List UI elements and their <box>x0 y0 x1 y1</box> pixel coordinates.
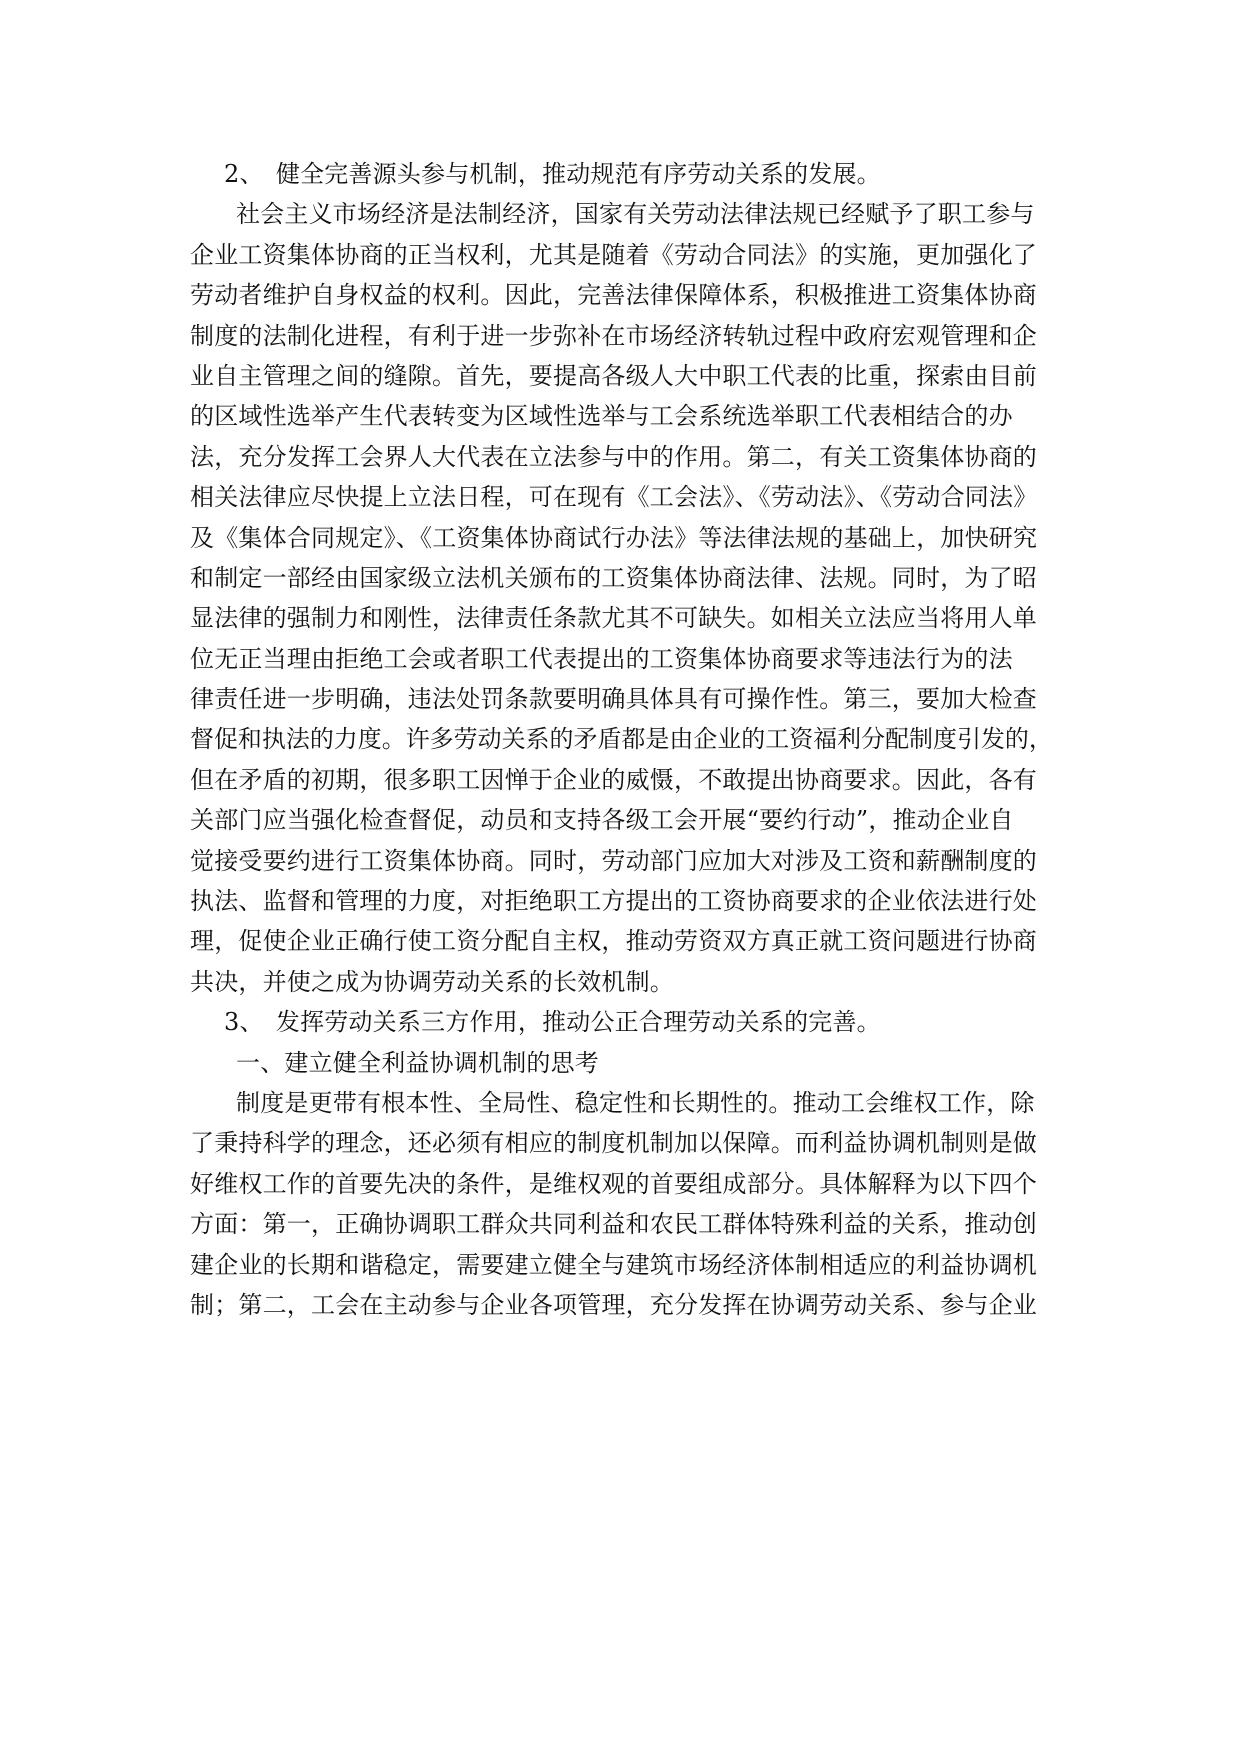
text-line: 及《集体合同规定》、《工资集体协商试行办法》等法律法规的基础上，加快研究 <box>190 523 1038 552</box>
text-line: 制度是更带有根本性、全局性、稳定性和长期性的。推动工会维权工作，除 <box>236 1088 1035 1117</box>
text-line: 社会主义市场经济是法制经济，国家有关劳动法律法规已经赋予了职工参与 <box>236 200 1035 229</box>
text-line: 关部门应当强化检查督促，动员和支持各级工会开展“要约行动”，推动企业自 <box>190 806 1014 835</box>
text-line: 显法律的强制力和刚性，法律责任条款尤其不可缺失。如相关立法应当将用人单 <box>190 604 1037 633</box>
text-line: 但在矛盾的初期，很多职工因惮于企业的威慑，不敢提出协商要求。因此，各有 <box>190 765 1037 794</box>
text-line: 业自主管理之间的缝隙。首先，要提高各级人大中职工代表的比重，探索由目前 <box>190 361 1037 390</box>
text-line: 建企业的长期和谐稳定，需要建立健全与建筑市场经济体制相适应的利益协调机 <box>190 1250 1037 1279</box>
text-line: 共决，并使之成为协调劳动关系的长效机制。 <box>190 967 674 996</box>
text-line: 的区域性选举产生代表转变为区域性选举与工会系统选举职工代表相结合的办 <box>190 402 1013 431</box>
text-line: 督促和执法的力度。许多劳动关系的矛盾都是由企业的工资福利分配制度引发的， <box>190 725 1053 754</box>
text-line: 和制定一部经由国家级立法机关颁布的工资集体协商法律、法规。同时，为了昭 <box>190 563 1037 592</box>
text-line: 劳动者维护自身权益的权利。因此，完善法律保障体系，积极推进工资集体协商 <box>190 281 1037 310</box>
text-line: 位无正当理由拒绝工会或者职工代表提出的工资集体协商要求等违法行为的法 <box>190 644 1013 673</box>
text-line: 相关法律应尽快提上立法日程，可在现有《工会法》、《劳动法》、《劳动合同法》 <box>190 483 1038 512</box>
document-body <box>190 154 1060 1325</box>
text-line: 理，促使企业正确行使工资分配自主权，推动劳资双方真正就工资问题进行协商 <box>190 927 1037 956</box>
section-heading: 2、 健全完善源头参与机制，推动规范有序劳动关系的发展。 <box>224 160 881 188</box>
text-line: 觉接受要约进行工资集体协商。同时，劳动部门应加大对涉及工资和薪酬制度的 <box>190 846 1037 875</box>
text-line: 方面：第一，正确协调职工群众共同利益和农民工群体特殊利益的关系，推动创 <box>190 1210 1037 1239</box>
text-line: 律责任进一步明确，违法处罚条款要明确具体具有可操作性。第三，要加大检查 <box>190 685 1037 714</box>
text-line: 了秉持科学的理念，还必须有相应的制度机制加以保障。而利益协调机制则是做 <box>190 1129 1037 1158</box>
text-line: 制；第二，工会在主动参与企业各项管理，充分发挥在协调劳动关系、参与企业 <box>190 1290 1037 1319</box>
section-heading: 3、 发挥劳动关系三方作用，推动公正合理劳动关系的完善。 <box>224 1008 881 1037</box>
text-line: 执法、监督和管理的力度，对拒绝职工方提出的工资协商要求的企业依法进行处 <box>190 887 1037 916</box>
text-line: 一、建立健全利益协调机制的思考 <box>236 1048 599 1077</box>
text-line: 企业工资集体协商的正当权利，尤其是随着《劳动合同法》的实施，更加强化了 <box>190 240 1037 269</box>
text-line: 好维权工作的首要先决的条件，是维权观的首要组成部分。具体解释为以下四个 <box>190 1169 1037 1198</box>
text-line: 制度的法制化进程，有利于进一步弥补在市场经济转轨过程中政府宏观管理和企 <box>190 321 1037 350</box>
text-line: 法，充分发挥工会界人大代表在立法参与中的作用。第二，有关工资集体协商的 <box>190 442 1037 471</box>
